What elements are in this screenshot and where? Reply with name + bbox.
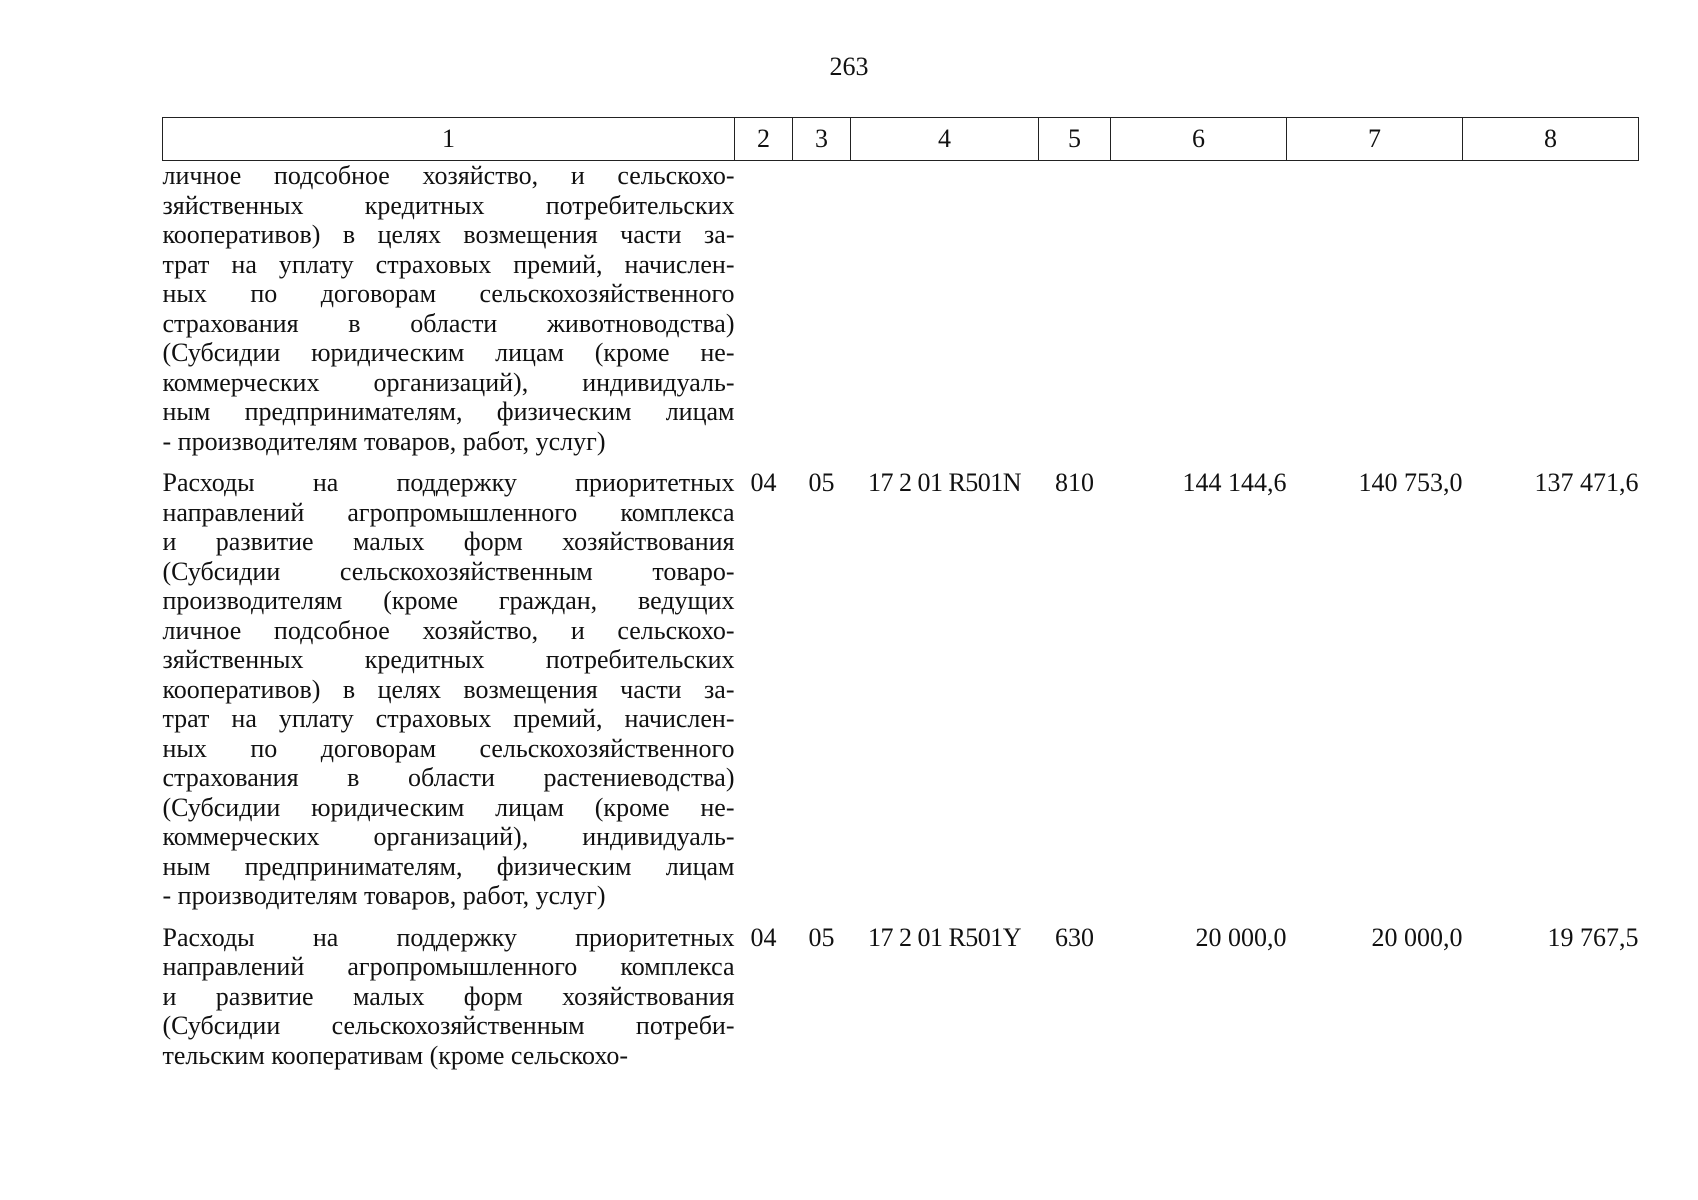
- header-col-2: 2: [735, 118, 793, 161]
- description-line: ных по договорам сельскохозяйственного: [162, 733, 735, 763]
- header-col-5: 5: [1039, 118, 1111, 161]
- description-line: коммерческих организаций), индивидуаль-: [162, 822, 735, 851]
- table-body: [163, 161, 1639, 1071]
- description-line: трат на уплату страховых премий, начислен-: [162, 704, 735, 733]
- header-col-8: 8: [1463, 118, 1639, 161]
- description-line: коммерческих организаций), индивидуаль-: [162, 367, 735, 397]
- expense-type-code: 810: [1055, 468, 1094, 497]
- amount-col-7: 140 753,0: [1358, 468, 1463, 497]
- amount-col-6: 144 144,6: [1182, 468, 1287, 497]
- section-code: [735, 161, 793, 457]
- description-line: зяйственных кредитных потребительских: [162, 190, 735, 220]
- amount-col-7: [1287, 161, 1463, 457]
- page-number: 263: [829, 52, 869, 81]
- header-col-1: 1: [163, 118, 735, 161]
- expense-type-code: [1039, 161, 1111, 457]
- description-line: - производителям товаров, работ, услуг): [162, 881, 606, 910]
- target-article-code: [851, 161, 1039, 457]
- row-spacer: [163, 456, 1639, 468]
- header-col-7: 7: [1287, 118, 1463, 161]
- description-line: ным предпринимателям, физическим лицам: [162, 397, 735, 426]
- description-line: - производителям товаров, работ, услуг): [162, 426, 606, 456]
- description-line: (Субсидии сельскохозяйственным потреби-: [162, 1011, 735, 1040]
- header-col-3: 3: [793, 118, 851, 161]
- description-line: (Субсидии сельскохозяйственным товаро-: [162, 556, 735, 586]
- expense-type-code: 630: [1055, 922, 1094, 952]
- subsection-code: [793, 161, 851, 457]
- budget-table: [162, 117, 1639, 1070]
- row-spacer: [163, 911, 1639, 923]
- description-line: производителям (кроме граждан, ведущих: [162, 586, 735, 615]
- description-line: кооперативов) в целях возмещения части за-: [162, 220, 735, 249]
- description-line: ным предпринимателям, физическим лицам: [162, 851, 735, 881]
- description-line: кооперативов) в целях возмещения части за-: [162, 674, 735, 704]
- section-code: 04: [750, 468, 777, 497]
- description-line: и развитие малых форм хозяйствования: [162, 981, 735, 1011]
- table-row: [163, 161, 1639, 457]
- description-line: трат на уплату страховых премий, начислен-: [162, 249, 735, 279]
- column-number-header: [163, 118, 1639, 161]
- target-article-code: 17 2 01 R501N: [867, 468, 1022, 497]
- row-description: [163, 923, 735, 1071]
- amount-col-8: [1463, 161, 1639, 457]
- description-line: личное подсобное хозяйство, и сельскохо-: [162, 161, 735, 190]
- description-line: личное подсобное хозяйство, и сельскохо-: [162, 615, 735, 645]
- description-line: страхования в области растениеводства): [162, 763, 735, 792]
- description-line: и развитие малых форм хозяйствования: [162, 527, 735, 556]
- row-spacer-cell: [163, 911, 1639, 923]
- amount-col-7: 20 000,0: [1371, 922, 1463, 952]
- description-line: ных по договорам сельскохозяйственного: [162, 279, 735, 308]
- description-line: (Субсидии юридическим лицам (кроме не-: [162, 338, 735, 367]
- row-description: [163, 161, 735, 457]
- target-article-code: 17 2 01 R501Y: [867, 922, 1022, 952]
- amount-col-6: 20 000,0: [1195, 922, 1287, 952]
- amount-col-8: 137 471,6: [1534, 468, 1639, 497]
- header-col-4: 4: [851, 118, 1039, 161]
- table-row: [163, 468, 1639, 911]
- header-col-6: 6: [1111, 118, 1287, 161]
- subsection-code: 05: [808, 468, 835, 497]
- subsection-code: 05: [808, 922, 835, 952]
- description-line: (Субсидии юридическим лицам (кроме не-: [162, 792, 735, 822]
- table-row: [163, 923, 1639, 1071]
- row-description: [163, 468, 735, 911]
- description-line: Расходы на поддержку приоритетных: [162, 468, 735, 497]
- section-code: 04: [750, 922, 777, 952]
- description-line: направлений агропромышленного комплекса: [162, 497, 735, 527]
- row-spacer-cell: [163, 456, 1639, 468]
- description-line: направлений агропромышленного комплекса: [162, 952, 735, 981]
- description-line: зяйственных кредитных потребительских: [162, 645, 735, 674]
- amount-col-6: [1111, 161, 1287, 457]
- description-line: страхования в области животноводства): [162, 308, 735, 338]
- amount-col-8: 19 767,5: [1547, 922, 1639, 952]
- description-line: Расходы на поддержку приоритетных: [162, 922, 735, 952]
- description-line: тельским кооперативам (кроме сельскохо-: [162, 1040, 628, 1070]
